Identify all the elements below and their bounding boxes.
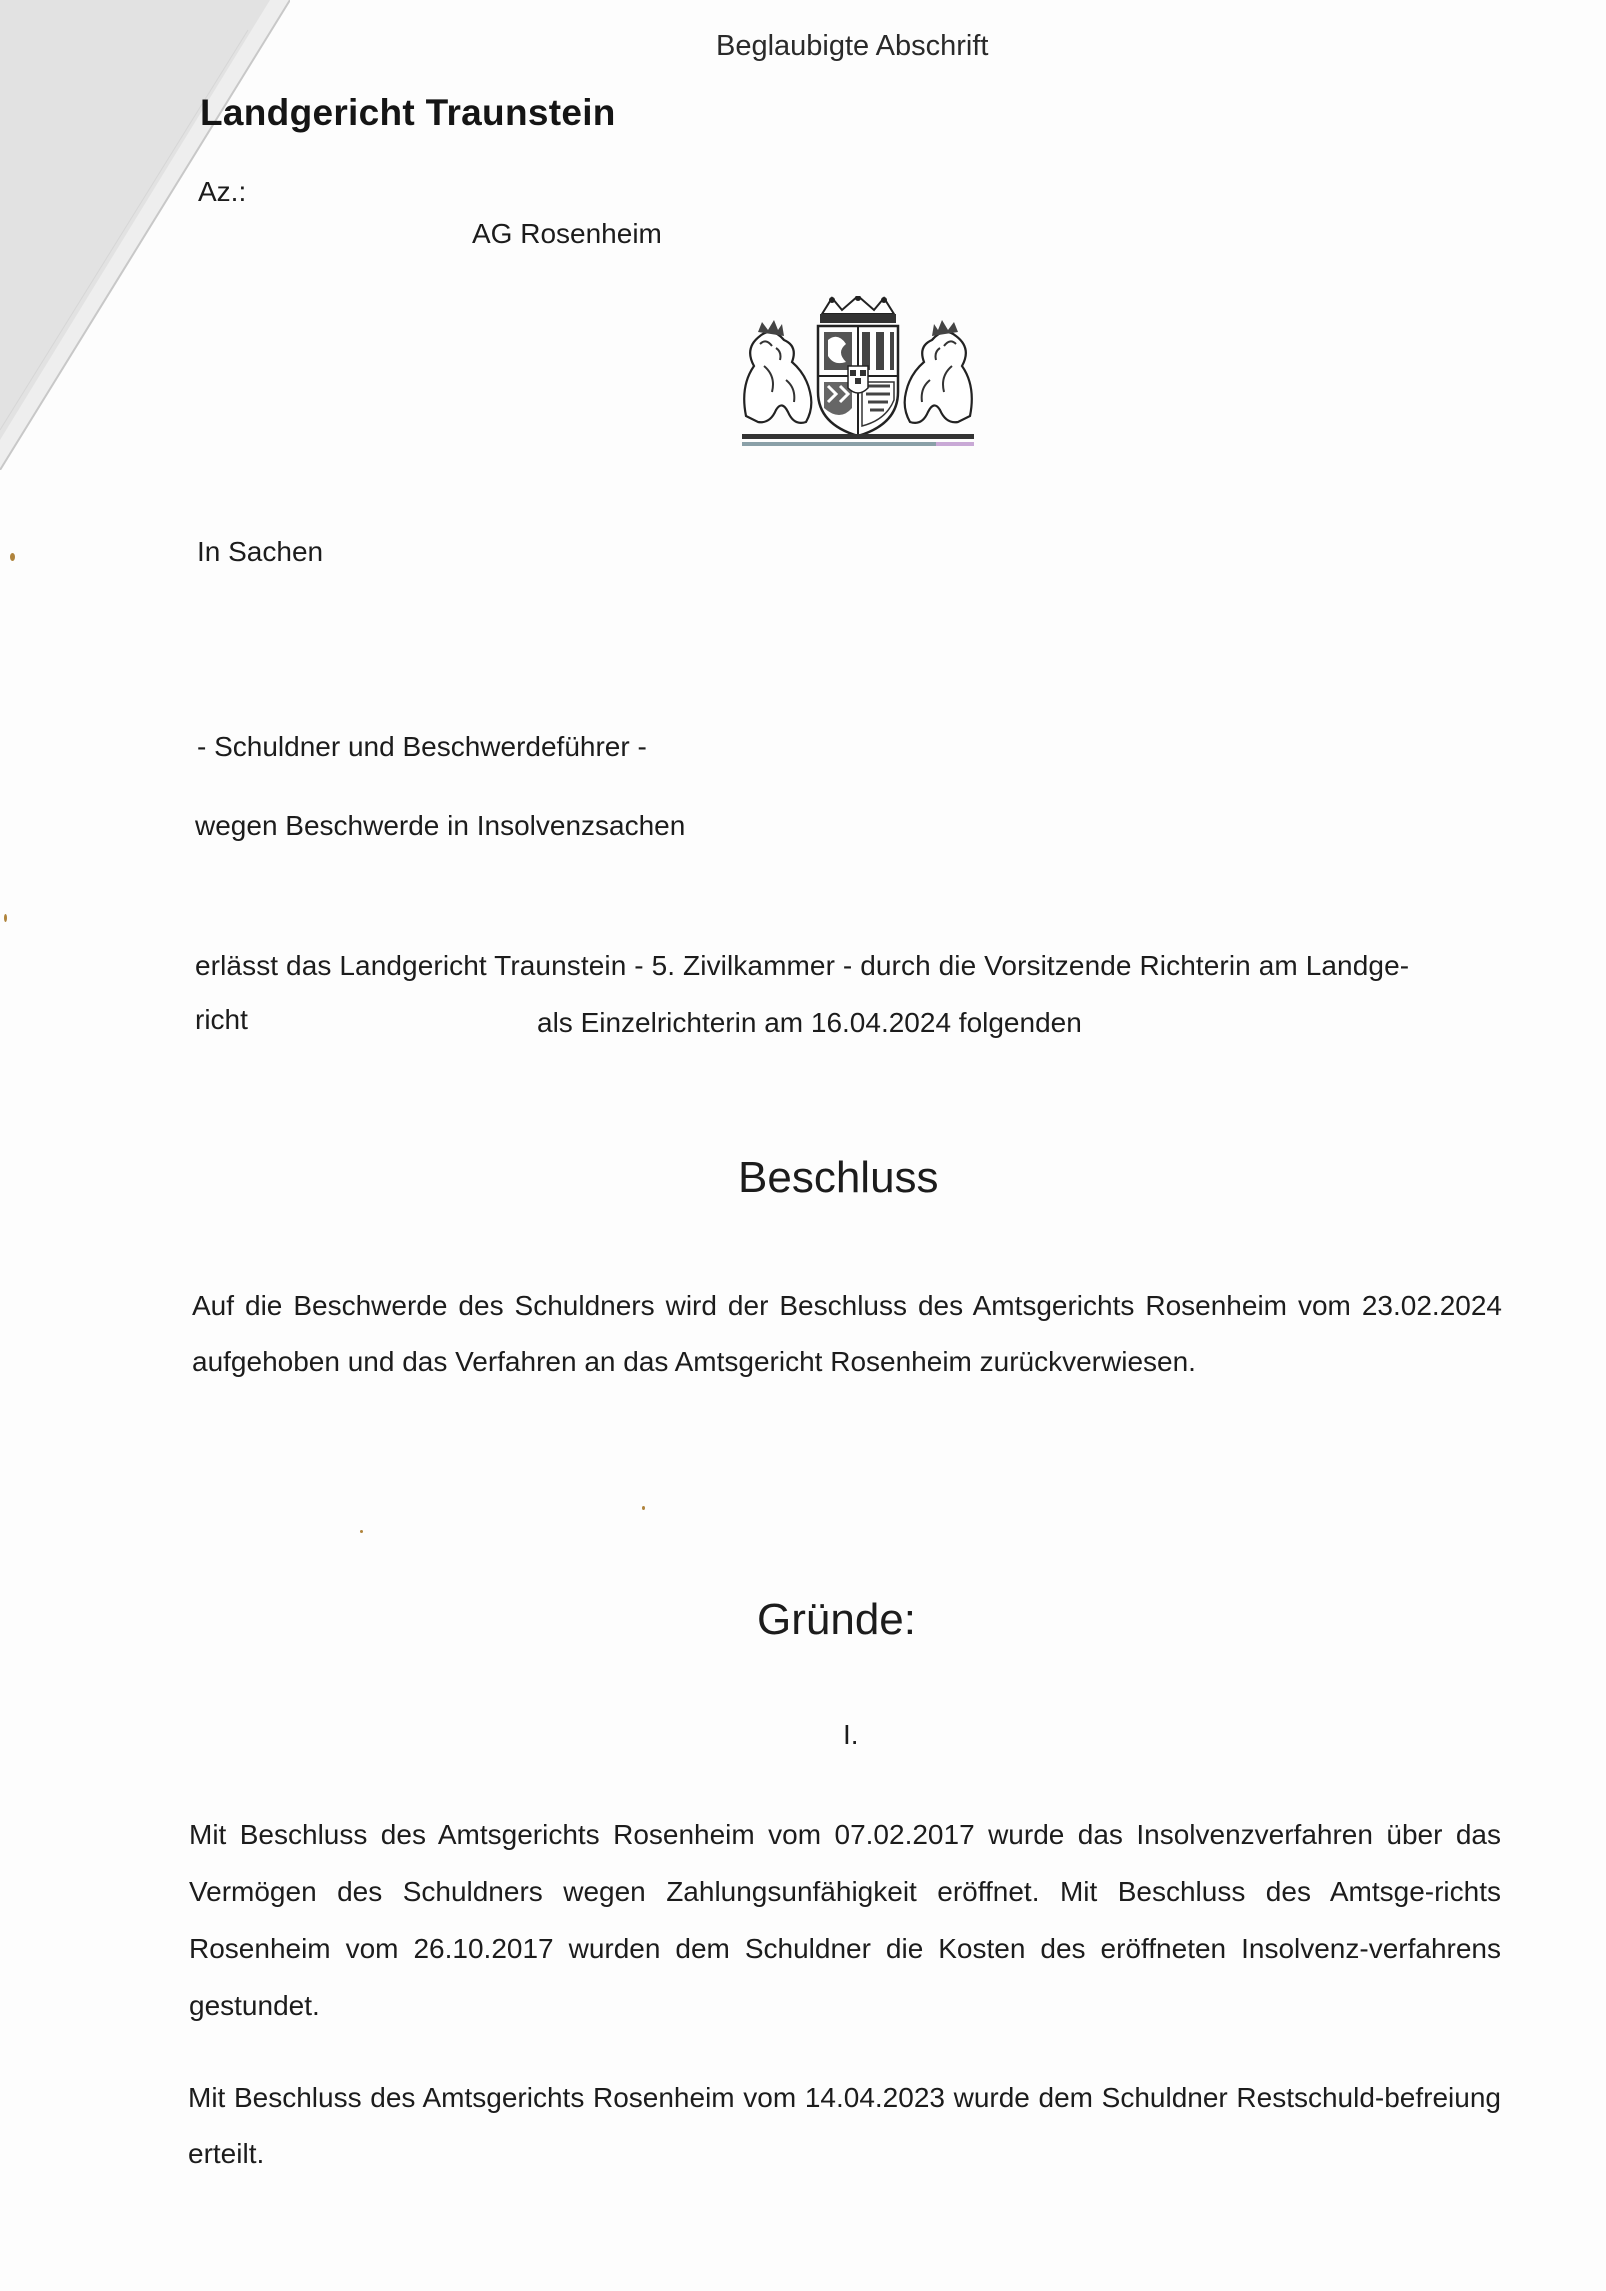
party-role: - Schuldner und Beschwerdeführer - bbox=[197, 731, 647, 762]
bavarian-coat-of-arms-icon bbox=[736, 296, 980, 452]
in-sachen-label: In Sachen bbox=[197, 536, 324, 567]
reasons-heading: Gründe: bbox=[757, 1595, 916, 1644]
case-subject: wegen Beschwerde in Insolvenzsachen bbox=[195, 810, 686, 841]
certified-copy-note: Beglaubigte Abschrift bbox=[716, 30, 989, 62]
folded-corner bbox=[0, 0, 290, 470]
file-number-label: Az.: bbox=[198, 176, 247, 207]
paper-speck bbox=[10, 553, 15, 561]
intro-line-1: erlässt das Landgericht Traunstein - 5. Zivilkammer - durch die Vorsitzende Richterin am Landge- bbox=[195, 950, 1410, 981]
reasons-paragraph-1: Mit Beschluss des Amtsgerichts Rosenheim vom 07.02.2017 wurde das Insolvenzverfahren über das Vermögen des Schuldners wegen Zahlungsunfähigkeit eröffnet. Mit Beschluss des Amtsge-richts Rosenheim vom 26.10.2017 wurden dem Schuldner die Kosten des eröffneten Insolvenz-verfahrens gestundet. bbox=[189, 1819, 1501, 2021]
decision-heading: Beschluss bbox=[738, 1153, 939, 1202]
lower-court: AG Rosenheim bbox=[472, 218, 662, 249]
reasons-paragraph-2: Mit Beschluss des Amtsgerichts Rosenheim vom 14.04.2023 wurde dem Schuldner Restschuld-befreiung erteilt. bbox=[188, 2082, 1501, 2169]
paper-speck bbox=[642, 1506, 645, 1510]
paper-speck bbox=[4, 914, 7, 922]
section-number: I. bbox=[843, 1719, 859, 1750]
intro-line-2-start: richt bbox=[195, 1004, 248, 1035]
paper-speck bbox=[360, 1530, 363, 1533]
ruling-paragraph: Auf die Beschwerde des Schuldners wird der Beschluss des Amtsgerichts Rosenheim vom 23.02.2024 aufgehoben und das Verfahren an das Amtsgericht Rosenheim zurückverwiesen. bbox=[192, 1290, 1502, 1377]
court-name: Landgericht Traunstein bbox=[200, 92, 616, 133]
intro-line-2-end: als Einzelrichterin am 16.04.2024 folgenden bbox=[537, 1007, 1082, 1038]
